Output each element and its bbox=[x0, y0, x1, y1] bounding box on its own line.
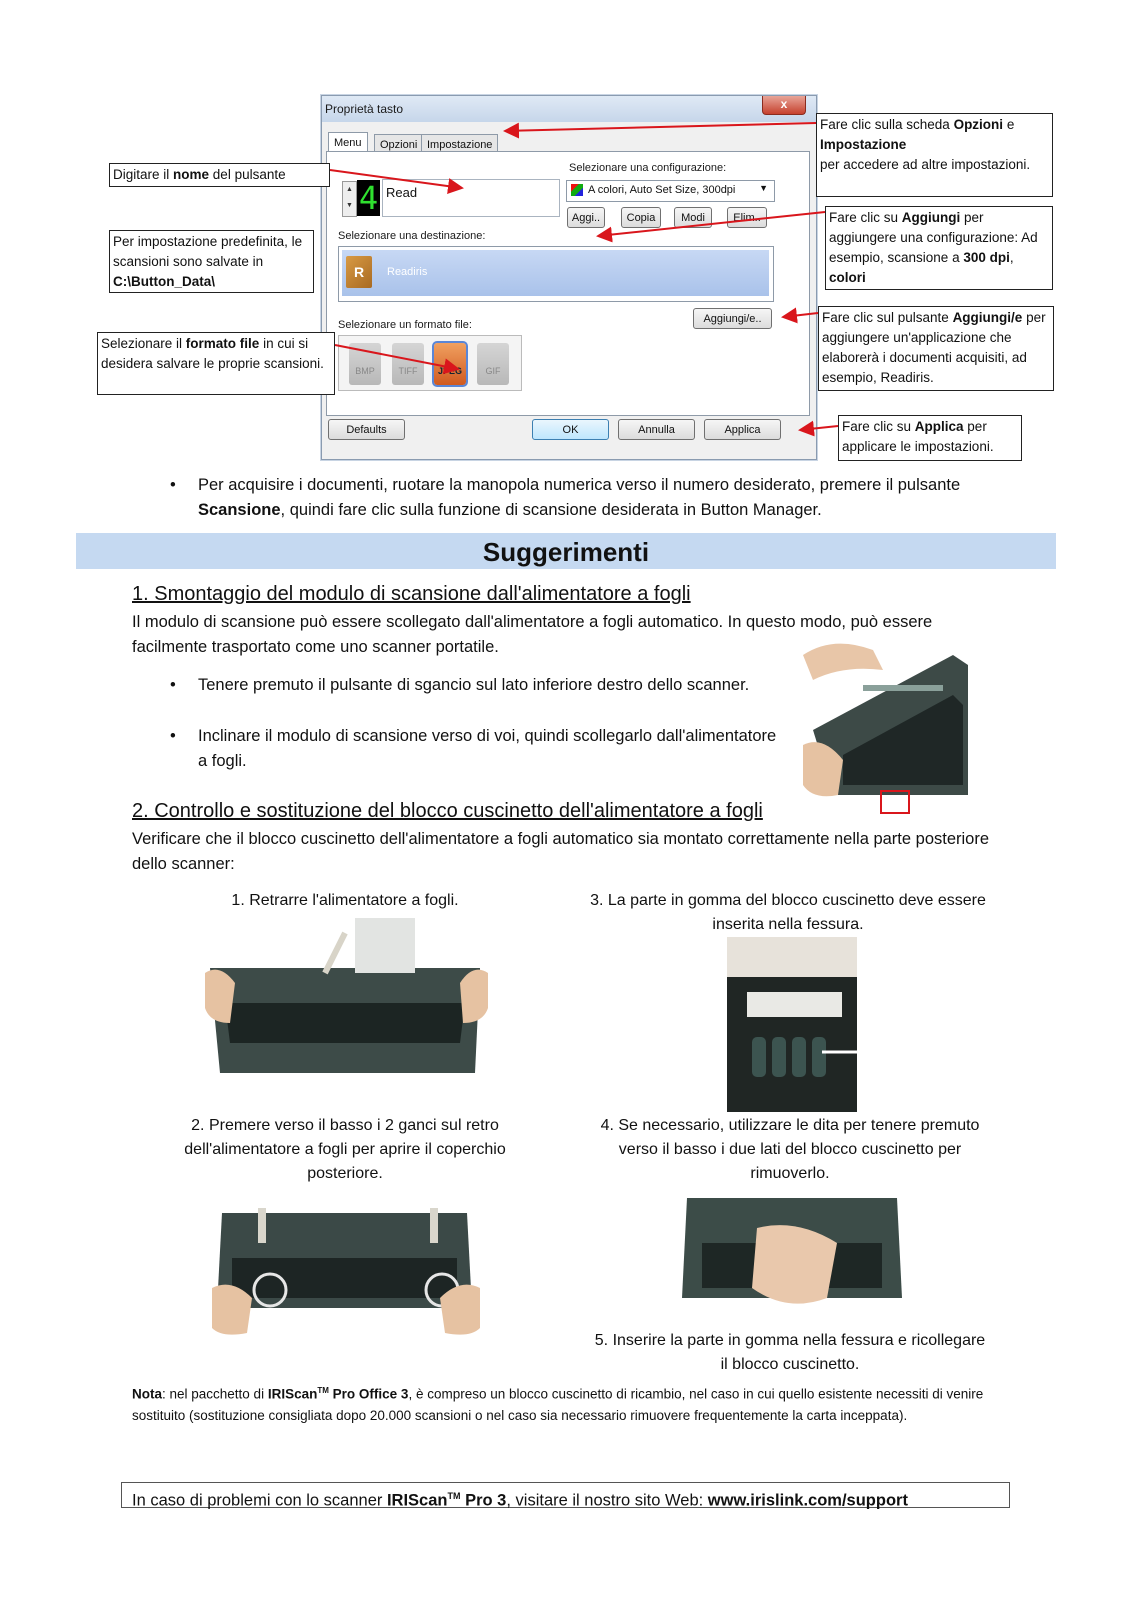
callout-add-app-c: per aggiungere un'applicazione che elaborerà i documenti acquisiti, ad esempio, Readiris. bbox=[822, 310, 1046, 385]
support-footer bbox=[121, 1482, 1010, 1508]
scan-instruction-c: , quindi fare clic sulla funzione di scansione desiderata in Button Manager. bbox=[280, 501, 822, 519]
callout-format bbox=[97, 332, 335, 395]
callout-options-a: Fare clic sulla scheda bbox=[820, 117, 954, 132]
arrow-format bbox=[335, 345, 458, 369]
stepper-down-icon[interactable]: ▼ bbox=[346, 202, 353, 209]
callout-apply bbox=[838, 415, 1022, 461]
config-label: Selezionare una configurazione: bbox=[569, 162, 727, 174]
format-label: Selezionare un formato file: bbox=[338, 319, 472, 331]
callout-default-path-a: Per impostazione predefinita, le scansioni sono salvate in bbox=[113, 234, 303, 269]
arrow-apply bbox=[800, 426, 838, 430]
note-b: Pro Office 3 bbox=[328, 1386, 409, 1402]
footer-c: , visitare il nostro sito Web: bbox=[506, 1491, 708, 1510]
callout-name-c: del pulsante bbox=[209, 167, 286, 182]
footer-a: In caso di problemi con lo scanner bbox=[132, 1491, 387, 1510]
footer-tm: TM bbox=[447, 1491, 461, 1501]
close-icon[interactable]: x bbox=[762, 96, 806, 115]
scan-instruction-b: Scansione bbox=[198, 501, 281, 519]
callout-add-config-c: per aggiungere una configurazione: Ad esempio, scansione a bbox=[829, 210, 1038, 265]
callout-options bbox=[816, 113, 1053, 197]
callout-apply-c: per applicare le impostazioni. bbox=[842, 419, 994, 454]
callout-add-config-d: 300 dpi bbox=[963, 250, 1010, 265]
release-button-highlight bbox=[880, 790, 910, 814]
callout-apply-a: Fare clic su bbox=[842, 419, 915, 434]
callout-options-d: Impostazione bbox=[820, 137, 907, 152]
callout-add-config bbox=[825, 206, 1053, 290]
step-1-caption: 1. Retrarre l'alimentatore a fogli. bbox=[231, 892, 459, 909]
footer-brand: IRIScan bbox=[386, 1491, 448, 1510]
arrow-add-app bbox=[783, 313, 818, 317]
callout-name-b: nome bbox=[173, 167, 210, 182]
section1-intro: Il modulo di scansione può essere scollegato dall'alimentatore a fogli automatico. In questo modo, può essere facilmente trasportato come uno scanner portatile. bbox=[132, 613, 933, 656]
callout-format-a: Selezionare il bbox=[101, 336, 186, 351]
note-brand: IRIScan bbox=[267, 1386, 318, 1402]
note-label: Nota bbox=[132, 1386, 162, 1402]
format-tiff-label: TIFF bbox=[398, 366, 418, 376]
callout-add-config-b: Aggiungi bbox=[901, 210, 961, 225]
section1-bullet-2-text: Inclinare il modulo di scansione verso di voi, quindi scollegarlo dall'alimentatore a fogli. bbox=[198, 727, 777, 770]
section2-intro: Verificare che il blocco cuscinetto dell'alimentatore a fogli automatico sia montato correttamente nella parte posteriore dello scanner: bbox=[132, 830, 990, 873]
note-c: , è compreso un blocco cuscinetto di ricambio, nel caso in cui quello esistente necessiti di venire sostituito (sostituzione consigliata dopo 20.000 scansioni o nel caso sia necessario rimuovere frequentemente la carta inceppata). bbox=[132, 1386, 984, 1423]
callout-options-c: e bbox=[1003, 117, 1015, 132]
add-config-button[interactable]: Aggi.. bbox=[567, 207, 605, 228]
defaults-button[interactable]: Defaults bbox=[328, 419, 405, 440]
config-value: A colori, Auto Set Size, 300dpi bbox=[588, 184, 736, 196]
callout-default-path bbox=[109, 230, 314, 293]
callout-name bbox=[109, 163, 330, 187]
note-a: : nel pacchetto di bbox=[162, 1386, 268, 1402]
scan-instruction-a: Per acquisire i documenti, ruotare la manopola numerica verso il numero desiderato, premere il pulsante bbox=[198, 476, 961, 494]
section-title: Suggerimenti bbox=[482, 537, 650, 567]
apply-button[interactable]: Applica bbox=[704, 419, 781, 440]
format-bmp-label: BMP bbox=[355, 366, 375, 376]
tab-options[interactable]: Opzioni bbox=[374, 134, 423, 155]
format-jpeg-label: JPEG bbox=[437, 366, 462, 376]
modify-config-button[interactable]: Modi bbox=[674, 207, 712, 228]
note-tm: TM bbox=[317, 1386, 329, 1395]
section2-heading: 2. Controllo e sostituzione del blocco cuscinetto dell'alimentatore a fogli bbox=[132, 800, 763, 822]
step-4-caption: 4. Se necessario, utilizzare le dita per tenere premuto verso il basso i due lati del blocco cuscinetto per rimuoverlo. bbox=[600, 1117, 980, 1182]
section1-heading: 1. Smontaggio del modulo di scansione dall'alimentatore a fogli bbox=[132, 583, 691, 605]
bullet-dot-icon: • bbox=[170, 727, 176, 745]
photo-step-1 bbox=[205, 913, 488, 1093]
destination-label: Selezionare una destinazione: bbox=[338, 230, 486, 242]
arrow-options bbox=[505, 123, 816, 131]
photo-step-3 bbox=[727, 937, 857, 1112]
photo-step-2 bbox=[212, 1188, 480, 1343]
callout-format-c: in cui si desidera salvare le proprie scansioni. bbox=[101, 336, 324, 371]
copy-config-button[interactable]: Copia bbox=[621, 207, 661, 228]
callout-format-b: formato file bbox=[185, 336, 260, 351]
bullet-dot-icon: • bbox=[170, 676, 176, 694]
section1-bullet-1 bbox=[170, 673, 778, 698]
section1-bullet-1-text: Tenere premuto il pulsante di sgancio sul lato inferiore destro dello scanner. bbox=[198, 676, 750, 694]
destination-item-label: Readiris bbox=[387, 266, 428, 278]
format-gif-label: GIF bbox=[485, 366, 501, 376]
callout-add-config-f: colori bbox=[829, 270, 866, 285]
ok-button[interactable]: OK bbox=[532, 419, 609, 440]
delete-config-button[interactable]: Elim.. bbox=[727, 207, 767, 228]
cancel-button[interactable]: Annulla bbox=[618, 419, 695, 440]
number-display: 4 bbox=[358, 179, 379, 217]
callout-add-app bbox=[818, 306, 1054, 391]
stepper-up-icon[interactable]: ▲ bbox=[346, 186, 353, 193]
note bbox=[132, 1380, 1012, 1426]
arrow-name bbox=[330, 170, 462, 188]
tab-menu[interactable]: Menu bbox=[328, 132, 368, 155]
callout-add-config-a: Fare clic su bbox=[829, 210, 902, 225]
bullet-dot-icon: • bbox=[170, 476, 176, 494]
scan-instruction bbox=[170, 473, 1018, 523]
callout-options-b: Opzioni bbox=[953, 117, 1004, 132]
step-2-caption: 2. Premere verso il basso i 2 ganci sul retro dell'alimentatore a fogli per aprire il coperchio posteriore. bbox=[184, 1117, 506, 1182]
callout-apply-b: Applica bbox=[914, 419, 964, 434]
readiris-icon: R bbox=[346, 256, 372, 288]
footer-b: Pro 3 bbox=[460, 1491, 507, 1510]
dialog-title: Proprietà tasto bbox=[325, 102, 404, 116]
arrow-add-config bbox=[598, 212, 825, 236]
suggestions-banner bbox=[76, 533, 1056, 569]
callout-add-app-b: Aggiungi/e bbox=[952, 310, 1023, 325]
callout-add-config-e: , bbox=[1009, 250, 1014, 265]
step-3-caption: 3. La parte in gomma del blocco cuscinetto deve essere inserita nella fessura. bbox=[590, 892, 986, 933]
button-name-value: Read bbox=[386, 185, 418, 200]
support-link[interactable]: www.irislink.com/support bbox=[707, 1491, 908, 1510]
step-5-caption: 5. Inserire la parte in gomma nella fessura e ricollegare il blocco cuscinetto. bbox=[594, 1332, 986, 1373]
callout-options-e: per accedere ad altre impostazioni. bbox=[820, 157, 1031, 172]
chevron-down-icon: ▼ bbox=[759, 183, 768, 193]
tab-setup[interactable]: Impostazione bbox=[421, 134, 498, 155]
photo-detach-scanner bbox=[803, 635, 976, 805]
section1-bullet-2 bbox=[170, 724, 778, 774]
callout-add-app-a: Fare clic sul pulsante bbox=[822, 310, 953, 325]
callout-default-path-b: C:\Button_Data\ bbox=[113, 274, 215, 289]
callout-name-a: Digitare il bbox=[113, 167, 174, 182]
photo-step-4 bbox=[677, 1188, 907, 1328]
add-application-button[interactable]: Aggiungi/e.. bbox=[693, 308, 772, 329]
